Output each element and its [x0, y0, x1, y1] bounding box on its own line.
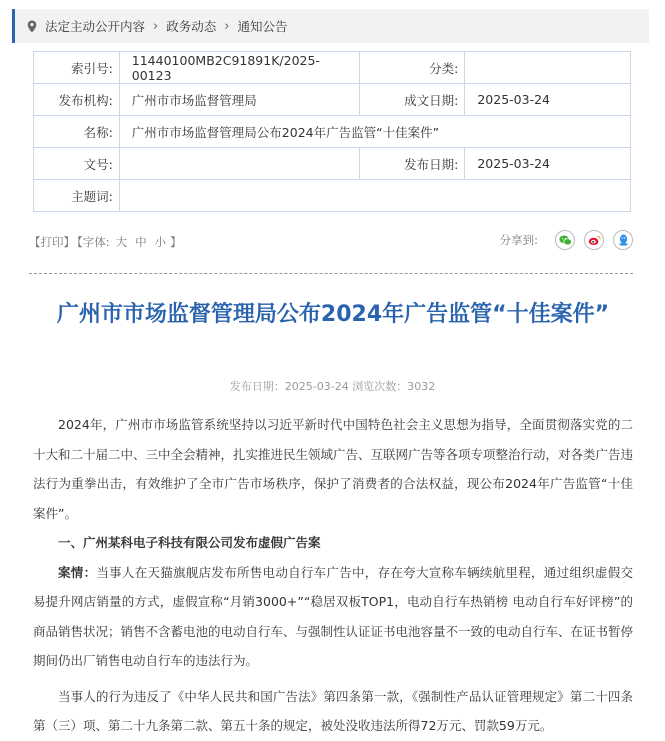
breadcrumb-link-public-content[interactable]: 法定主动公开内容 — [45, 19, 146, 34]
font-size-medium-button[interactable]: 中 — [135, 235, 147, 249]
breadcrumb-link-news[interactable]: 政务动态 — [166, 19, 217, 34]
case-text: 当事人在天猫旗舰店发布所售电动自行车广告中，存在夸大宣称车辆续航里程，通过组织虚假交易提升网店销量的方式，虚假宣称“月销3000+”“稳居双板TOP1，电动自行车热销榜 电动自行车好评榜”的商品销售状况；销售不含蓄电池的电动自行车、与强制性认证证书电池容量不一致的电动自行车、在证书暂停期间仍出厂销售电动自行车的违法行为。 — [33, 564, 634, 668]
section-heading: 一、广州某科电子科技有限公司发布虚假广告案 — [58, 535, 321, 550]
name-label: 名称: — [34, 116, 120, 148]
index-label: 索引号: — [34, 52, 120, 84]
article-paragraph: 当事人的行为违反了《中华人民共和国广告法》第四条第一款，《强制性产品认证管理规定》第二十四条第（三）项、第二十九条第二款、第五十条的规定，被处没收违法所得72万元、罚款59万元。 — [33, 688, 633, 733]
case-label: 案情： — [58, 564, 97, 580]
article-publish-info: 发布日期：2025-03-24 浏览次数：3032 — [229, 380, 436, 393]
font-size-close-bracket: 】 — [170, 235, 182, 249]
font-size-label: 【字体: — [77, 235, 110, 249]
table-row — [34, 180, 631, 212]
document-number-value — [119, 148, 359, 180]
created-date-value: 2025-03-24 — [465, 84, 631, 116]
article-toolbar — [29, 230, 633, 254]
created-date-label: 成文日期: — [359, 84, 465, 116]
table-row — [34, 84, 631, 116]
font-size-small-button[interactable]: 小 — [154, 235, 167, 249]
index-value: 11440100MB2C91891K/2025-00123 — [119, 52, 359, 84]
location-pin-icon — [27, 20, 37, 33]
article-paragraph — [33, 558, 633, 676]
article-title: 广州市市场监督管理局公布2024年广告监管“十佳案件” — [56, 302, 610, 327]
category-label: 分类: — [359, 52, 465, 84]
category-value — [465, 52, 631, 84]
table-row — [34, 148, 631, 180]
qq-icon[interactable] — [613, 230, 633, 250]
print-button[interactable]: 【打印】 — [29, 235, 75, 249]
document-metadata-table — [33, 51, 631, 212]
table-row — [34, 116, 631, 148]
publisher-label: 发布机构: — [34, 84, 120, 116]
subject-label: 主题词: — [34, 180, 120, 212]
article-body — [33, 410, 633, 741]
font-size-large-button[interactable]: 大 — [115, 235, 128, 249]
publisher-value: 广州市市场监督管理局 — [119, 84, 359, 116]
published-date-label: 发布日期: — [359, 148, 465, 180]
wechat-icon[interactable] — [555, 230, 575, 250]
table-row — [34, 52, 631, 84]
share-label: 分享到: — [499, 233, 538, 247]
published-date-value: 2025-03-24 — [465, 148, 631, 180]
breadcrumb-separator: › — [224, 18, 230, 34]
breadcrumb — [12, 9, 649, 43]
divider — [29, 273, 633, 274]
name-value: 广州市市场监督管理局公布2024年广告监管“十佳案件” — [119, 116, 630, 148]
breadcrumb-link-notices[interactable]: 通知公告 — [237, 19, 288, 34]
subject-value — [119, 180, 630, 212]
share-bar — [500, 230, 633, 250]
breadcrumb-separator: › — [153, 18, 159, 34]
weibo-icon[interactable] — [584, 230, 604, 250]
article-paragraph: 2024年，广州市市场监管系统坚持以习近平新时代中国特色社会主义思想为指导，全面贯彻落实党的二十大和二十届二中、三中全会精神，扎实推进民生领域广告、互联网广告等各项专项整治行动，对各类广告违法行为重拳出击，有效维护了全市广告市场秩序，保护了消费者的合法权益，现公布2024年广告监管“十佳案件”。 — [33, 417, 634, 521]
document-number-label: 文号: — [34, 148, 120, 180]
